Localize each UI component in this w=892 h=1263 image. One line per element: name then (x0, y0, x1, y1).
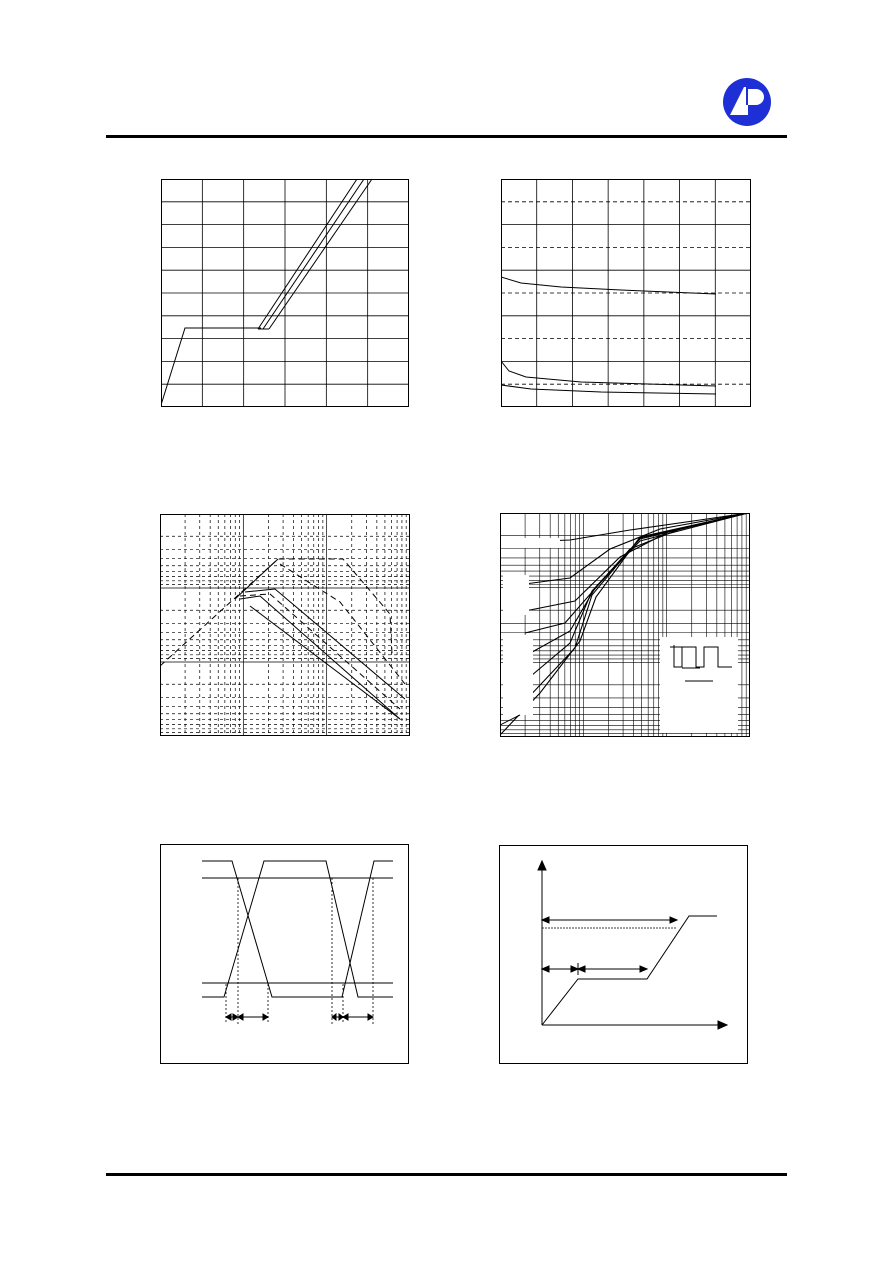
curve (250, 606, 400, 719)
gate-voltage-curve (542, 916, 717, 1025)
header-rule (106, 135, 787, 138)
figure-thermal-impedance (500, 513, 750, 737)
footer-rule (106, 1173, 787, 1176)
figure-bv-vs-temp (501, 179, 751, 407)
inset-box (660, 637, 738, 733)
label-mask (503, 575, 529, 615)
curve (240, 594, 400, 709)
label-mask (512, 538, 560, 548)
figure-gate-charge-waveform (499, 845, 749, 1065)
curve (520, 513, 748, 542)
plot-frame (161, 515, 410, 736)
figure-gate-charge (161, 179, 409, 407)
curve (500, 715, 520, 725)
limit-dashed (160, 559, 392, 666)
output-waveform (202, 861, 393, 997)
label-mask (503, 635, 533, 715)
input-waveform (202, 861, 393, 997)
curve (280, 564, 405, 684)
figure-switching-waveform (160, 844, 410, 1064)
curve (161, 328, 261, 405)
curve (235, 559, 278, 599)
figure-safe-operating-area (160, 514, 410, 736)
curve (245, 589, 405, 699)
ap-logo-icon (722, 77, 772, 127)
